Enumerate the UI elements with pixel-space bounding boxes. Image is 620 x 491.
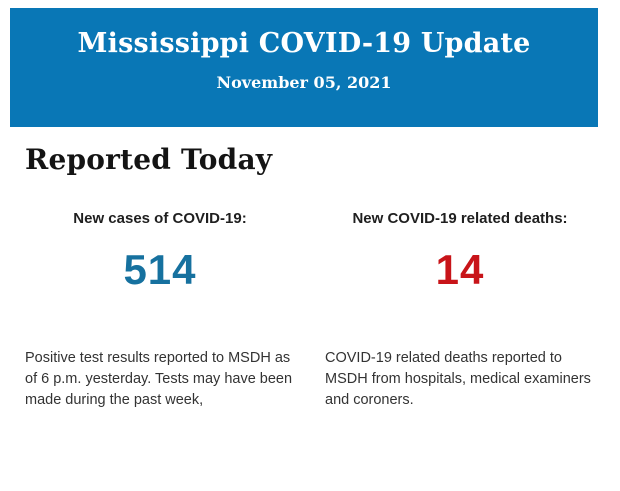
description-line: and coroners. [325,392,414,408]
page-title: Mississippi COVID-19 Update [77,28,531,59]
covid-update-page [0,8,620,491]
description-line: Positive test results reported to MSDH as [25,350,291,366]
new-cases-label: New cases of COVID-19: [73,210,247,227]
new-deaths-label: New COVID-19 related deaths: [352,210,568,227]
content-area [0,143,620,411]
new-cases-description [25,348,295,411]
report-date: November 05, 2021 [216,73,392,93]
stats-grid [25,210,595,411]
new-deaths-description [325,348,595,411]
section-heading: Reported Today [25,143,273,176]
new-cases-value: 514 [123,246,197,293]
stat-new-deaths [325,210,595,411]
description-line: made during the past week, [25,392,204,408]
new-deaths-value: 14 [435,246,485,293]
description-line: of 6 p.m. yesterday. Tests may have been [25,371,293,387]
description-line: MSDH from hospitals, medical examiners [325,371,591,387]
stat-new-cases [25,210,295,411]
header-banner [10,8,598,127]
description-line: COVID-19 related deaths reported to [325,350,562,366]
